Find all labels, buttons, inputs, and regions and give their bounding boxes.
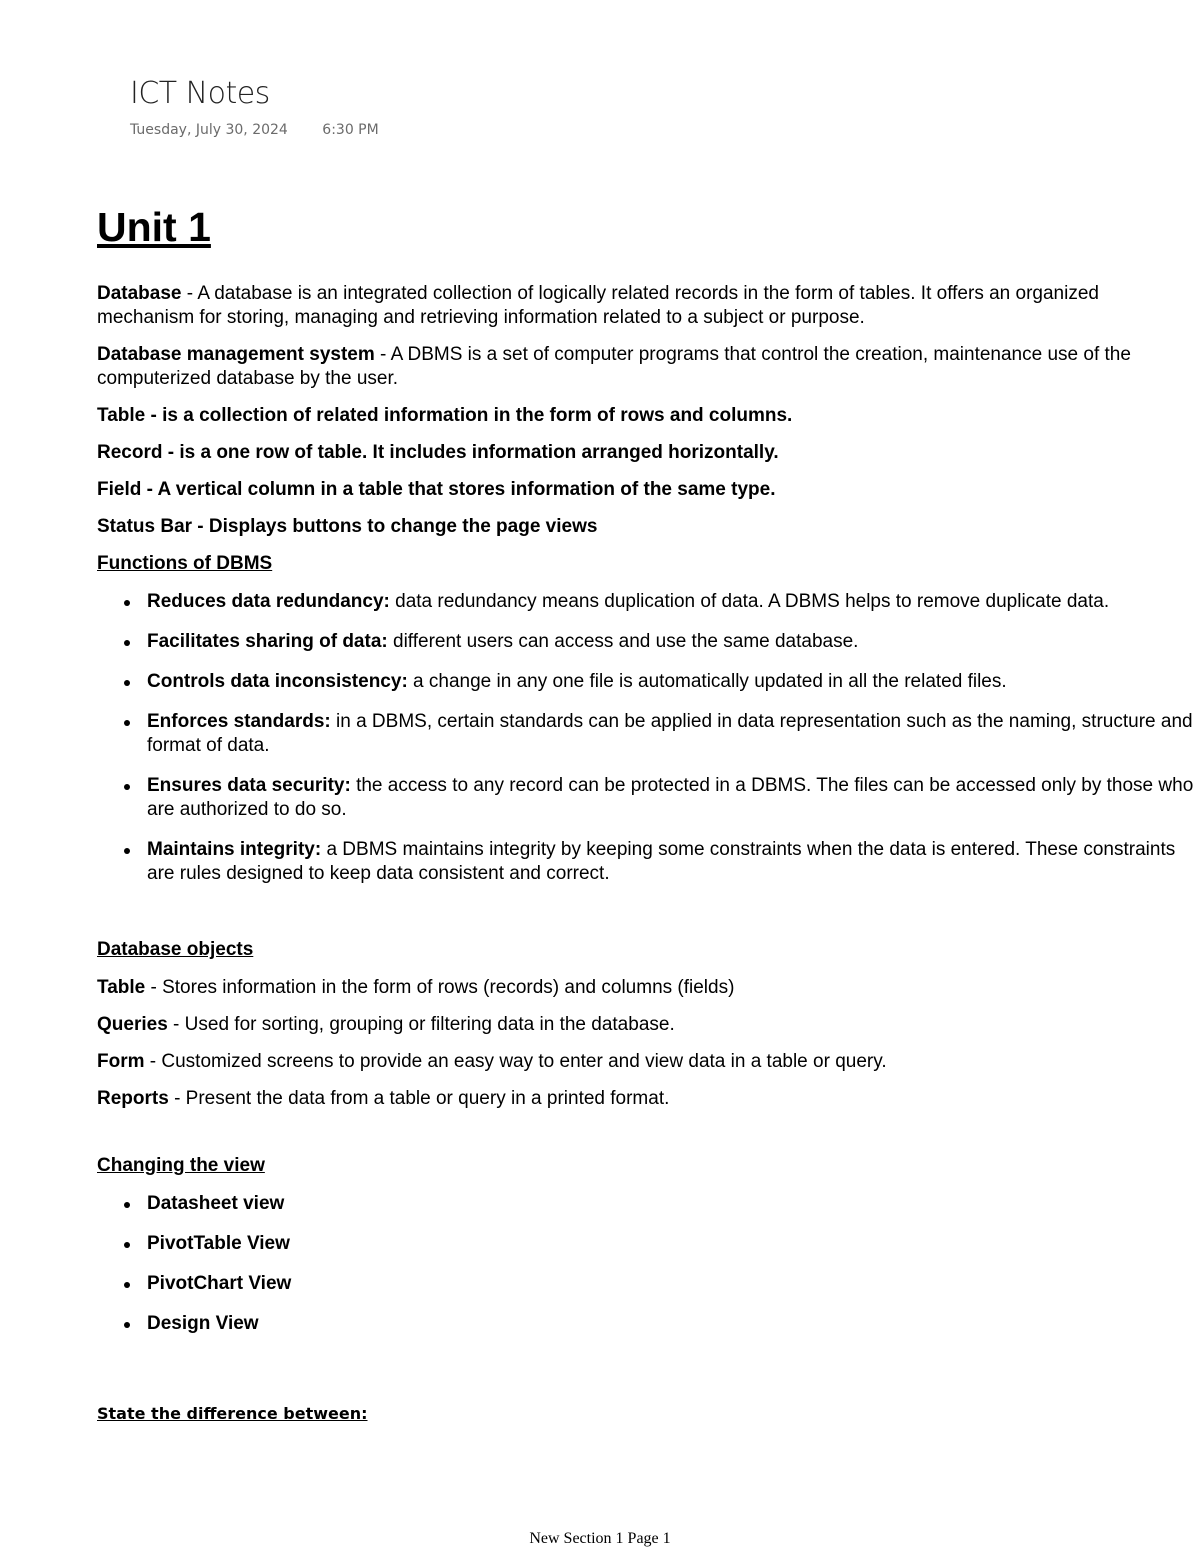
difference-heading: State the difference between: bbox=[97, 1404, 368, 1423]
list-item: PivotChart View bbox=[147, 1272, 1197, 1296]
list-item bbox=[147, 630, 1197, 654]
object-table bbox=[97, 976, 1197, 1000]
item-text: a change in any one file is automatically updated in all the related files. bbox=[407, 671, 1007, 692]
object-term: Table bbox=[97, 977, 146, 998]
definition-status-bar: Status Bar - Displays buttons to change the page views bbox=[97, 516, 598, 537]
definition-text: - A DBMS is a set of computer programs that control the creation, maintenance use of the computerized database by the user. bbox=[97, 344, 1131, 389]
object-text: - Present the data from a table or query in a printed format. bbox=[168, 1088, 670, 1109]
item-text: data redundancy means duplication of data. A DBMS helps to remove duplicate data. bbox=[389, 591, 1110, 612]
object-term: Form bbox=[97, 1051, 145, 1072]
definition-text: - A database is an integrated collection of logically related records in the form of tables. It offers an organized mechanism for storing, managing and retrieving information related to a subject or purpose. bbox=[97, 283, 1099, 328]
list-item bbox=[147, 774, 1197, 822]
objects-heading: Database objects bbox=[97, 939, 254, 960]
page-footer: New Section 1 Page 1 bbox=[529, 1530, 671, 1547]
list-item bbox=[147, 670, 1197, 694]
list-item bbox=[147, 710, 1197, 758]
definition-field: Field - A vertical column in a table that stores information of the same type. bbox=[97, 479, 776, 500]
item-text: different users can access and use the same database. bbox=[387, 631, 859, 652]
unit-heading: Unit 1 bbox=[97, 204, 211, 250]
spacer bbox=[97, 1352, 1197, 1402]
object-form bbox=[97, 1050, 1197, 1074]
list-item: PivotTable View bbox=[147, 1232, 1197, 1256]
functions-heading: Functions of DBMS bbox=[97, 553, 273, 574]
item-text: in a DBMS, certain standards can be applied in data representation such as the naming, structure and format of data. bbox=[147, 711, 1193, 756]
page-date: Tuesday, July 30, 2024 bbox=[130, 122, 288, 138]
definition-table: Table - is a collection of related information in the form of rows and columns. bbox=[97, 405, 793, 426]
item-text: a DBMS maintains integrity by keeping some constraints when the data is entered. These constraints are rules designed to keep data consistent and correct. bbox=[147, 839, 1176, 884]
spacer bbox=[97, 902, 1197, 938]
item-term: Facilitates sharing of data: bbox=[147, 631, 388, 652]
item-term: Enforces standards: bbox=[147, 711, 331, 732]
definition-term: Database bbox=[97, 283, 182, 304]
spacer bbox=[97, 1124, 1197, 1154]
item-text: the access to any record can be protected in a DBMS. The files can be accessed only by those who are authorized to do so. bbox=[147, 775, 1194, 820]
definition-record: Record - is a one row of table. It includes information arranged horizontally. bbox=[97, 442, 779, 463]
list-item: Design View bbox=[147, 1312, 1197, 1336]
definition-term: Database management system bbox=[97, 344, 375, 365]
page-header bbox=[130, 74, 379, 138]
object-text: - Used for sorting, grouping or filtering data in the database. bbox=[167, 1014, 675, 1035]
item-term: Controls data inconsistency: bbox=[147, 671, 408, 692]
page-title: ICT Notes bbox=[130, 76, 270, 111]
item-term: Maintains integrity: bbox=[147, 839, 322, 860]
list-item: Datasheet view bbox=[147, 1192, 1197, 1216]
views-heading: Changing the view bbox=[97, 1155, 265, 1176]
object-term: Reports bbox=[97, 1088, 169, 1109]
object-text: - Stores information in the form of rows (records) and columns (fields) bbox=[145, 977, 735, 998]
functions-list bbox=[97, 590, 1197, 886]
object-queries bbox=[97, 1013, 1197, 1037]
object-text: - Customized screens to provide an easy way to enter and view data in a table or query. bbox=[144, 1051, 887, 1072]
views-list bbox=[97, 1192, 1197, 1336]
item-term: Ensures data security: bbox=[147, 775, 351, 796]
list-item bbox=[147, 590, 1197, 614]
item-term: Reduces data redundancy: bbox=[147, 591, 390, 612]
object-reports bbox=[97, 1087, 1197, 1111]
object-term: Queries bbox=[97, 1014, 168, 1035]
page-time: 6:30 PM bbox=[322, 122, 379, 138]
list-item bbox=[147, 838, 1197, 886]
page-meta bbox=[130, 122, 379, 138]
definition-database bbox=[97, 282, 1197, 330]
definition-dbms bbox=[97, 343, 1197, 391]
note-content bbox=[97, 198, 1197, 1426]
